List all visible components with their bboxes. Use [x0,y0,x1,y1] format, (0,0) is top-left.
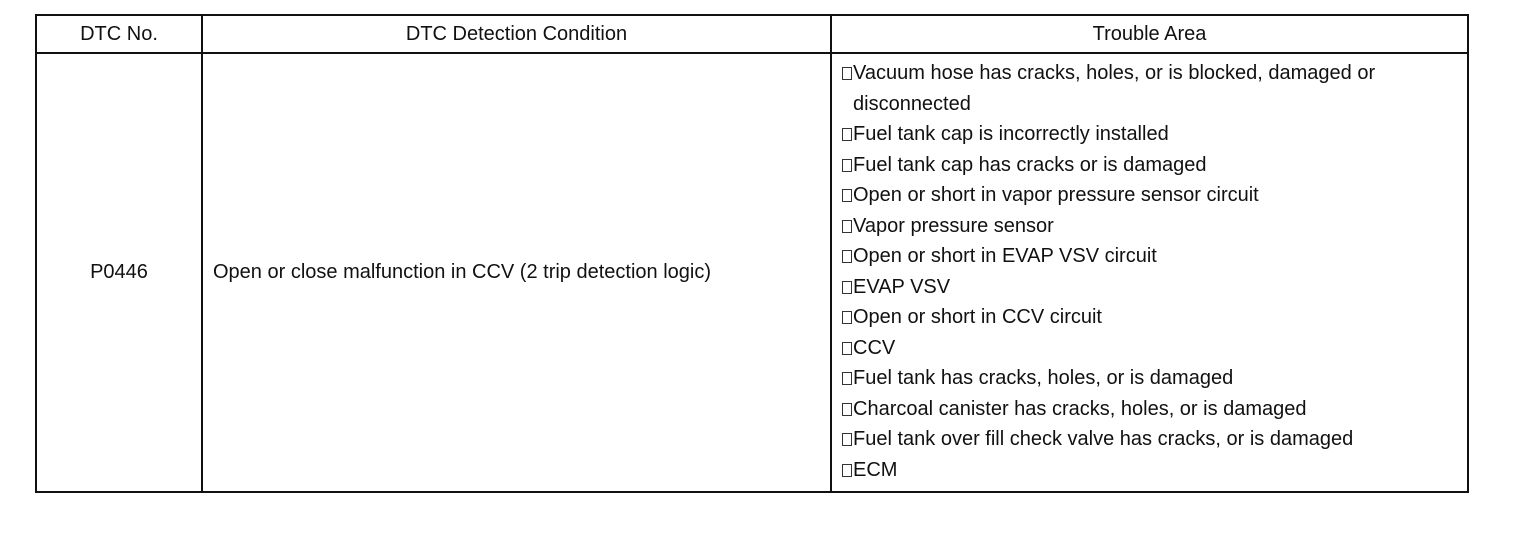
list-item [842,363,1461,394]
header-trouble-area: Trouble Area [831,15,1468,53]
list-item [842,272,1461,303]
trouble-area-text: ECM [853,458,898,481]
table-header-row [36,15,1468,53]
trouble-area-text: Vacuum hose has cracks, holes, or is blocked, damaged or disconnected [853,62,1376,115]
checkbox-square-icon [842,281,852,294]
list-item [842,119,1461,150]
checkbox-square-icon [842,128,852,141]
checkbox-square-icon [842,189,852,202]
trouble-area-text: Open or short in CCV circuit [853,306,1102,328]
checkbox-square-icon [842,372,852,385]
trouble-area-text: Charcoal canister has cracks, holes, or is damaged [853,397,1307,420]
trouble-area-text: Fuel tank cap is incorrectly installed [853,123,1169,145]
trouble-area-cell [831,53,1468,492]
list-item [842,180,1461,211]
trouble-area-list [842,58,1461,485]
header-dtc-no: DTC No. [36,15,202,53]
detection-condition-cell: Open or close malfunction in CCV (2 trip detection logic) [202,53,831,492]
list-item [842,333,1461,364]
list-item [842,211,1461,242]
list-item [842,302,1461,333]
checkbox-square-icon [842,403,852,416]
trouble-area-text: Fuel tank has cracks, holes, or is damaged [853,367,1234,389]
checkbox-square-icon [842,433,852,446]
trouble-area-text: Fuel tank cap has cracks or is damaged [853,153,1207,176]
checkbox-square-icon [842,159,852,172]
trouble-area-text: Fuel tank over fill check valve has cracks, or is damaged [853,428,1354,450]
list-item [842,58,1461,119]
list-item [842,150,1461,181]
trouble-area-text: EVAP VSV [853,275,951,298]
trouble-area-text: Open or short in EVAP VSV circuit [853,245,1157,267]
list-item [842,455,1461,486]
checkbox-square-icon [842,311,852,324]
checkbox-square-icon [842,67,852,80]
trouble-area-text: CCV [853,336,896,359]
checkbox-square-icon [842,464,852,477]
header-detection-condition: DTC Detection Condition [202,15,831,53]
trouble-area-text: Vapor pressure sensor [853,214,1054,237]
checkbox-square-icon [842,220,852,233]
list-item [842,241,1461,272]
checkbox-square-icon [842,342,852,355]
checkbox-square-icon [842,250,852,263]
list-item [842,394,1461,425]
trouble-area-text: Open or short in vapor pressure sensor circuit [853,184,1259,206]
dtc-code-cell: P0446 [36,53,202,492]
table-row [36,53,1468,492]
list-item [842,424,1461,455]
dtc-table [35,14,1469,493]
